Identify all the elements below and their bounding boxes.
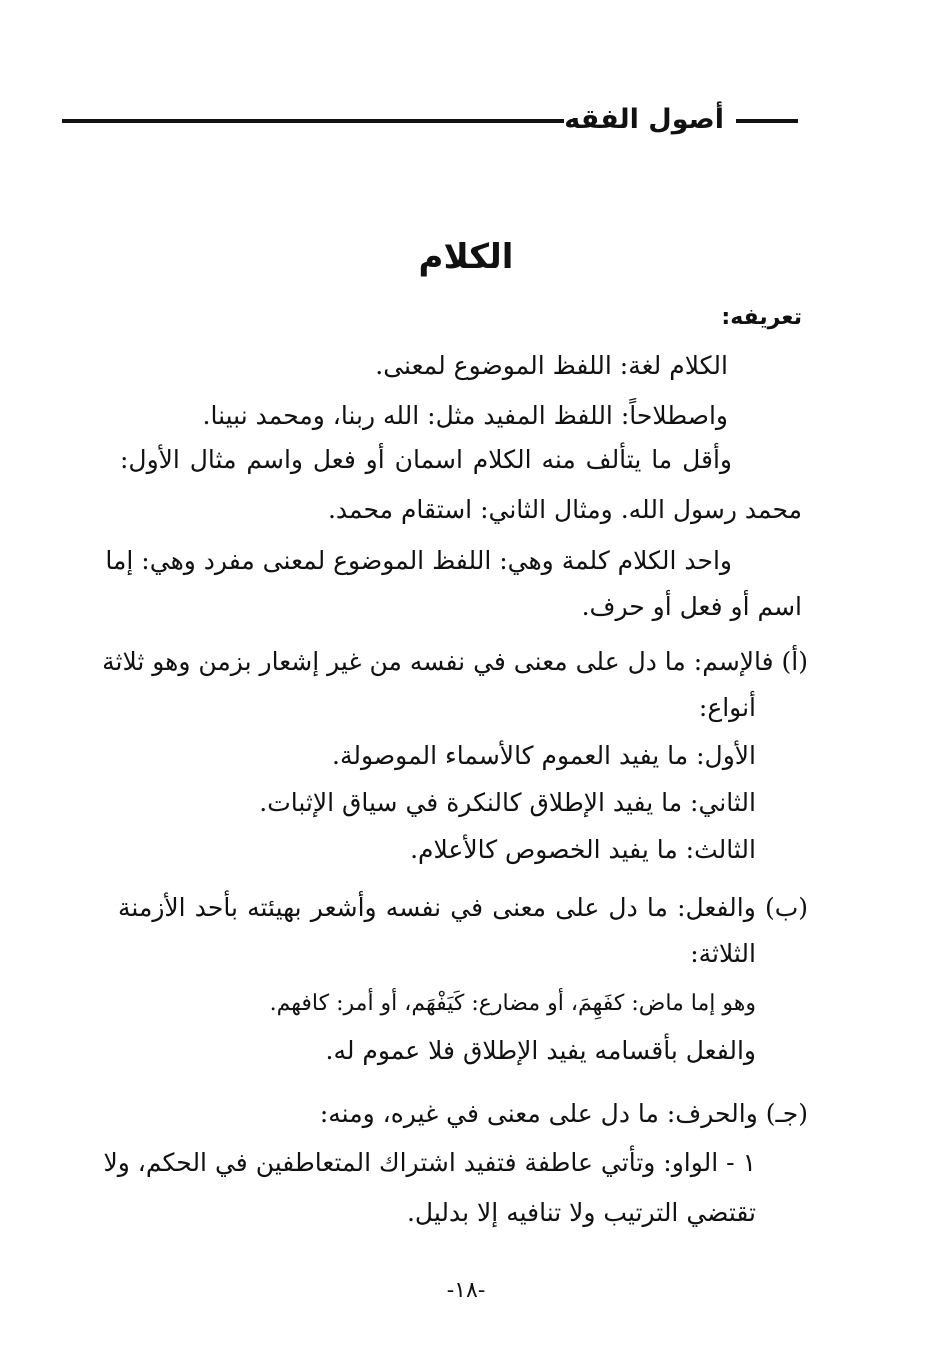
body-line: ١ - الواو: وتأتي عاطفة فتفيد اشتراك المتعاطفين في الحكم، ولا bbox=[103, 1148, 756, 1177]
running-title: أصول الفقه bbox=[564, 104, 724, 135]
body-line: الأول: ما يفيد العموم كالأسماء الموصولة. bbox=[332, 741, 756, 770]
body-line: اسم أو فعل أو حرف. bbox=[581, 592, 802, 621]
body-line: تقتضي الترتيب ولا تنافيه إلا بدليل. bbox=[406, 1198, 756, 1227]
body-line: وأقل ما يتألف منه الكلام اسمان أو فعل واسم مثال الأول: bbox=[120, 445, 732, 474]
body-line: الثالث: ما يفيد الخصوص كالأعلام. bbox=[410, 835, 756, 864]
header-rule-long bbox=[62, 119, 564, 123]
body-line: (ب) والفعل: ما دل على معنى في نفسه وأشعر بهيئته بأحد الأزمنة bbox=[118, 893, 808, 922]
body-line: والفعل بأقسامه يفيد الإطلاق فلا عموم له. bbox=[325, 1036, 756, 1065]
body-line: وهو إما ماض: كفَهِمَ، أو مضارع: كَيَفْهَم، أو أمر: كافهم. bbox=[269, 991, 756, 1016]
body-line: (أ) فالإسم: ما دل على معنى في نفسه من غير إشعار بزمن وهو ثلاثة bbox=[102, 647, 808, 676]
page-number: -١٨- bbox=[446, 1278, 486, 1303]
section-title: الكلام bbox=[418, 237, 514, 277]
running-header bbox=[62, 100, 798, 140]
sub-heading: تعريفه: bbox=[721, 305, 802, 330]
body-line: (جـ) والحرف: ما دل على معنى في غيره، ومنه: bbox=[319, 1099, 808, 1128]
body-line: محمد رسول الله. ومثال الثاني: استقام محمد. bbox=[327, 495, 802, 524]
body-line: واحد الكلام كلمة وهي: اللفظ الموضوع لمعنى مفرد وهي: إما bbox=[105, 546, 732, 575]
body-line: الكلام لغة: اللفظ الموضوع لمعنى. bbox=[375, 351, 728, 380]
body-line: أنواع: bbox=[698, 693, 756, 722]
body-line: الثاني: ما يفيد الإطلاق كالنكرة في سياق الإثبات. bbox=[259, 788, 756, 817]
header-rule-short bbox=[736, 119, 798, 123]
body-line: واصطلاحاً: اللفظ المفيد مثل: الله ربنا، ومحمد نبينا. bbox=[202, 401, 728, 430]
body-line: الثلاثة: bbox=[690, 939, 756, 968]
